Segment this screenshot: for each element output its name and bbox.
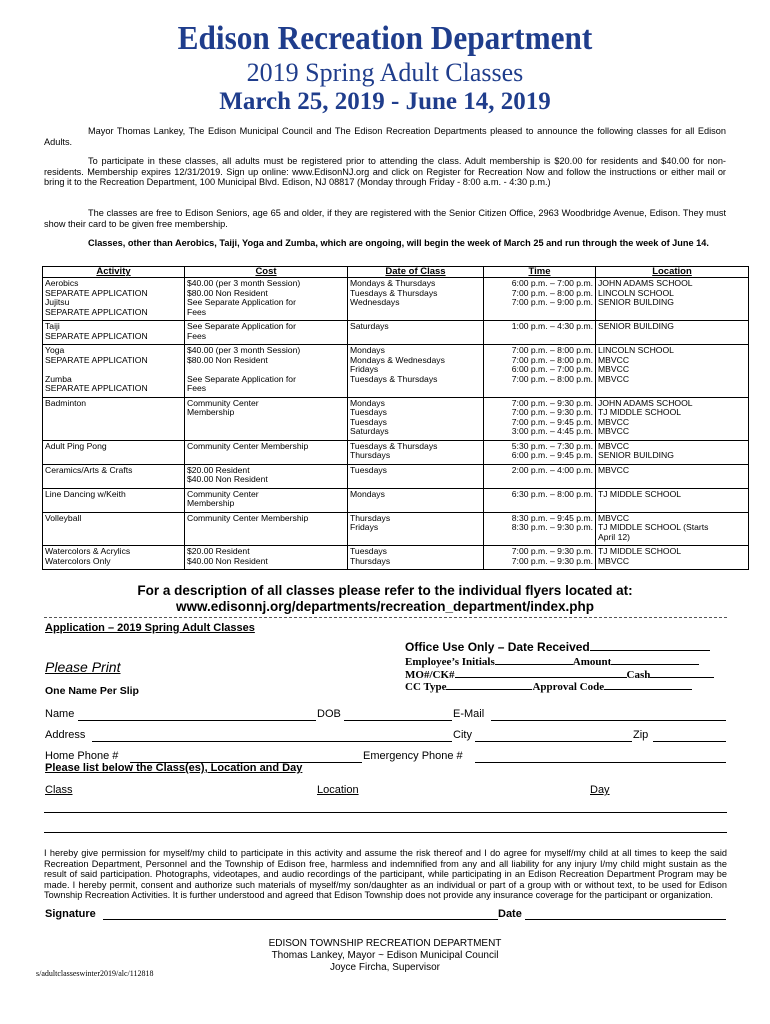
office-date-received-label: Office Use Only – Date Received — [405, 640, 590, 654]
cash-field[interactable] — [650, 677, 714, 678]
cell-cost: $20.00 Resident $40.00 Non Resident — [185, 464, 348, 488]
description-url[interactable]: www.edisonnj.org/departments/recreation_department/index.php — [175, 599, 595, 614]
approval-code-field[interactable] — [604, 689, 692, 690]
intro-paragraph-4: Classes, other than Aerobics, Taiji, Yoga and Zumba, which are ongoing, will begin the week of March 25 and run through the week of June 14. — [88, 238, 709, 248]
file-reference: s/adultclasseswinter2019/alc/112818 — [36, 969, 154, 978]
cell-time: 8:30 p.m. – 9:45 p.m. 8:30 p.m. – 9:30 p.m. — [484, 512, 596, 546]
page-subtitle: 2019 Spring Adult Classes — [246, 58, 524, 87]
cell-cost: Community Center Membership — [185, 440, 348, 464]
cash-label: Cash — [626, 668, 651, 681]
cell-activity: Adult Ping Pong — [43, 440, 185, 464]
signature-label: Signature — [45, 908, 96, 920]
cell-time: 2:00 p.m. – 4:00 p.m. — [484, 464, 596, 488]
cell-activity: Watercolors & Acrylics Watercolors Only — [43, 546, 185, 570]
cell-date: Saturdays — [348, 321, 484, 345]
table-row — [43, 512, 749, 546]
cell-cost: $40.00 (per 3 month Session) $80.00 Non Resident See Separate Application for Fees — [185, 345, 348, 398]
table-header-row — [43, 267, 749, 278]
table-row — [43, 546, 749, 570]
header-date: Date of Class — [348, 267, 484, 278]
cell-location: SENIOR BUILDING — [596, 321, 749, 345]
day-column-label: Day — [590, 784, 610, 796]
cell-date: Mondays Mondays & Wednesdays Fridays Tuesdays & Thursdays — [348, 345, 484, 398]
table-row — [43, 278, 749, 321]
one-name-label: One Name Per Slip — [45, 685, 139, 697]
emergency-phone-label: Emergency Phone # — [363, 750, 463, 762]
employee-initials-field[interactable] — [495, 664, 573, 665]
zip-label: Zip — [633, 729, 649, 741]
cell-activity: Aerobics SEPARATE APPLICATION Jujitsu SEPARATE APPLICATION — [43, 278, 185, 321]
table-row — [43, 440, 749, 464]
mo-ck-field[interactable] — [455, 677, 627, 678]
cc-type-label: CC Type — [405, 681, 447, 693]
cell-time: 7:00 p.m. – 9:30 p.m. 7:00 p.m. – 9:30 p.m. 7:00 p.m. – 9:45 p.m. 3:00 p.m. – 4:45 p.m. — [484, 397, 596, 440]
cell-location: JOHN ADAMS SCHOOL TJ MIDDLE SCHOOL MBVCC MBVCC — [596, 397, 749, 440]
page-title: Edison Recreation Department — [177, 20, 593, 57]
cell-activity: Volleyball — [43, 512, 185, 546]
cell-cost: Community Center Membership — [185, 397, 348, 440]
cell-time: 6:30 p.m. – 8:00 p.m. — [484, 488, 596, 512]
class-entry-line-2[interactable] — [44, 832, 727, 833]
office-date-received-field[interactable] — [590, 650, 710, 651]
table-row — [43, 321, 749, 345]
email-field[interactable] — [491, 720, 726, 721]
date-label: Date — [498, 908, 522, 920]
cell-date: Mondays Tuesdays Tuesdays Saturdays — [348, 397, 484, 440]
home-phone-label: Home Phone # — [45, 750, 119, 762]
city-label: City — [453, 729, 472, 741]
cell-date: Tuesdays — [348, 464, 484, 488]
cell-activity: Taiji SEPARATE APPLICATION — [43, 321, 185, 345]
cell-date: Mondays & Thursdays Tuesdays & Thursdays Wednesdays — [348, 278, 484, 321]
header-location: Location — [596, 267, 749, 278]
name-label: Name — [45, 708, 75, 720]
cell-time: 7:00 p.m. – 9:30 p.m. 7:00 p.m. – 9:30 p.m. — [484, 546, 596, 570]
cell-location: MBVCC — [596, 464, 749, 488]
table-row — [43, 397, 749, 440]
class-column-label: Class — [45, 784, 73, 796]
city-field[interactable] — [475, 741, 632, 742]
email-label: E-Mail — [453, 708, 485, 720]
dob-field[interactable] — [344, 720, 452, 721]
amount-field[interactable] — [611, 664, 699, 665]
cell-cost: $40.00 (per 3 month Session) $80.00 Non Resident See Separate Application for Fees — [185, 278, 348, 321]
cell-date: Thursdays Fridays — [348, 512, 484, 546]
description-line-1: For a description of all classes please refer to the individual flyers located at: — [137, 583, 633, 598]
cell-time: 1:00 p.m. – 4:30 p.m. — [484, 321, 596, 345]
cut-line — [44, 617, 727, 618]
cell-location: TJ MIDDLE SCHOOL MBVCC — [596, 546, 749, 570]
cell-activity: Yoga SEPARATE APPLICATION Zumba SEPARATE APPLICATION — [43, 345, 185, 398]
cell-location: MBVCC SENIOR BUILDING — [596, 440, 749, 464]
mo-ck-label: MO#/CK# — [405, 668, 455, 681]
footer-department: EDISON TOWNSHIP RECREATION DEPARTMENT — [268, 938, 502, 949]
cell-activity: Badminton — [43, 397, 185, 440]
office-use-box — [405, 641, 727, 694]
session-dates: March 25, 2019 - June 14, 2019 — [219, 88, 551, 115]
cell-location: JOHN ADAMS SCHOOL LINCOLN SCHOOL SENIOR BUILDING — [596, 278, 749, 321]
header-cost: Cost — [185, 267, 348, 278]
classes-table — [42, 266, 749, 570]
cell-location: TJ MIDDLE SCHOOL — [596, 488, 749, 512]
header-activity: Activity — [43, 267, 185, 278]
application-heading: Application – 2019 Spring Adult Classes — [45, 622, 255, 634]
approval-code-label: Approval Code — [532, 681, 605, 693]
cell-cost: Community Center Membership — [185, 488, 348, 512]
cell-time: 7:00 p.m. – 8:00 p.m. 7:00 p.m. – 8:00 p.m. 6:00 p.m. – 7:00 p.m. 7:00 p.m. – 8:00 p.m. — [484, 345, 596, 398]
cell-location: MBVCC TJ MIDDLE SCHOOL (Starts April 12) — [596, 512, 749, 546]
table-row — [43, 345, 749, 398]
intro-paragraph-3: The classes are free to Edison Seniors, age 65 and older, if they are registered with the Senior Citizen Office, 2963 Woodbridge Avenue, Edison. They must show their card to be given free membership. — [44, 208, 726, 229]
location-column-label: Location — [317, 784, 359, 796]
cell-cost: Community Center Membership — [185, 512, 348, 546]
cc-type-field[interactable] — [446, 689, 532, 690]
cell-activity: Line Dancing w/Keith — [43, 488, 185, 512]
cell-activity: Ceramics/Arts & Crafts — [43, 464, 185, 488]
cell-cost: See Separate Application for Fees — [185, 321, 348, 345]
cell-date: Tuesdays Thursdays — [348, 546, 484, 570]
signature-field[interactable] — [103, 919, 498, 920]
amount-label: Amount — [572, 656, 612, 668]
please-print-label: Please Print — [45, 659, 121, 675]
intro-paragraph-2: To participate in these classes, all adults must be registered prior to attending the class. Adult membership is $20.00 for residents and $40.00 for non-residents. Membership expires 12/31/2019. Sign up online: www.EdisonNJ.org and click on Register for Recreation Now and follow the instructions or either mail or bring it to the Recreation Department, 100 Municipal Blvd. Edison, NJ 08817 (Monday through Friday - 8:00 a.m. - 4:30 p.m.) — [44, 156, 726, 188]
header-time: Time — [484, 267, 596, 278]
intro-paragraph-1: Mayor Thomas Lankey, The Edison Municipal Council and The Edison Recreation Departments pleased to announce the following classes for all Edison Adults. — [44, 126, 726, 147]
employee-initials-label: Employee’s Initials — [405, 656, 495, 668]
zip-field[interactable] — [653, 741, 726, 742]
dob-label: DOB — [317, 708, 341, 720]
cell-time: 5:30 p.m. – 7:30 p.m. 6:00 p.m. – 9:45 p.m. — [484, 440, 596, 464]
cell-time: 6:00 p.m. – 7:00 p.m. 7:00 p.m. – 8:00 p.m. 7:00 p.m. – 9:00 p.m. — [484, 278, 596, 321]
table-row — [43, 488, 749, 512]
footer-supervisor: Joyce Fircha, Supervisor — [329, 962, 441, 973]
class-entry-line-1[interactable] — [44, 812, 727, 813]
cell-cost: $20.00 Resident $40.00 Non Resident — [185, 546, 348, 570]
footer-officials: Thomas Lankey, Mayor ~ Edison Municipal Council — [271, 950, 499, 961]
cell-date: Tuesdays & Thursdays Thursdays — [348, 440, 484, 464]
cell-date: Mondays — [348, 488, 484, 512]
permission-statement: I hereby give permission for myself/my child to participate in this activity and assume the risk thereof and I do agree for myself/my child at all times to keep the said Recreation Department, Personnel and the Township of Edison free, harmless and indemnified from any and all liability for any injury I/my child might sustain as the result of said participation. Photographs, videotapes, and audio recordings of the participant, while participating in an Edison Recreation Department Program may be made. I hereby permit, consent and authorize such materials of myself/my son/daughter as an individual or part of a group with or without text, to be used for Edison Township Recreation Activities. It is further understood and agreed that Edison Township does not provide any insurance coverage for the participant or organization. — [44, 848, 727, 901]
name-field[interactable] — [78, 720, 316, 721]
cell-location: LINCOLN SCHOOL MBVCC MBVCC MBVCC — [596, 345, 749, 398]
address-field[interactable] — [92, 741, 452, 742]
date-field[interactable] — [525, 919, 726, 920]
address-label: Address — [45, 729, 86, 741]
emergency-phone-field[interactable] — [475, 762, 726, 763]
class-list-instruction: Please list below the Class(es), Location and Day — [45, 762, 303, 774]
table-row — [43, 464, 749, 488]
